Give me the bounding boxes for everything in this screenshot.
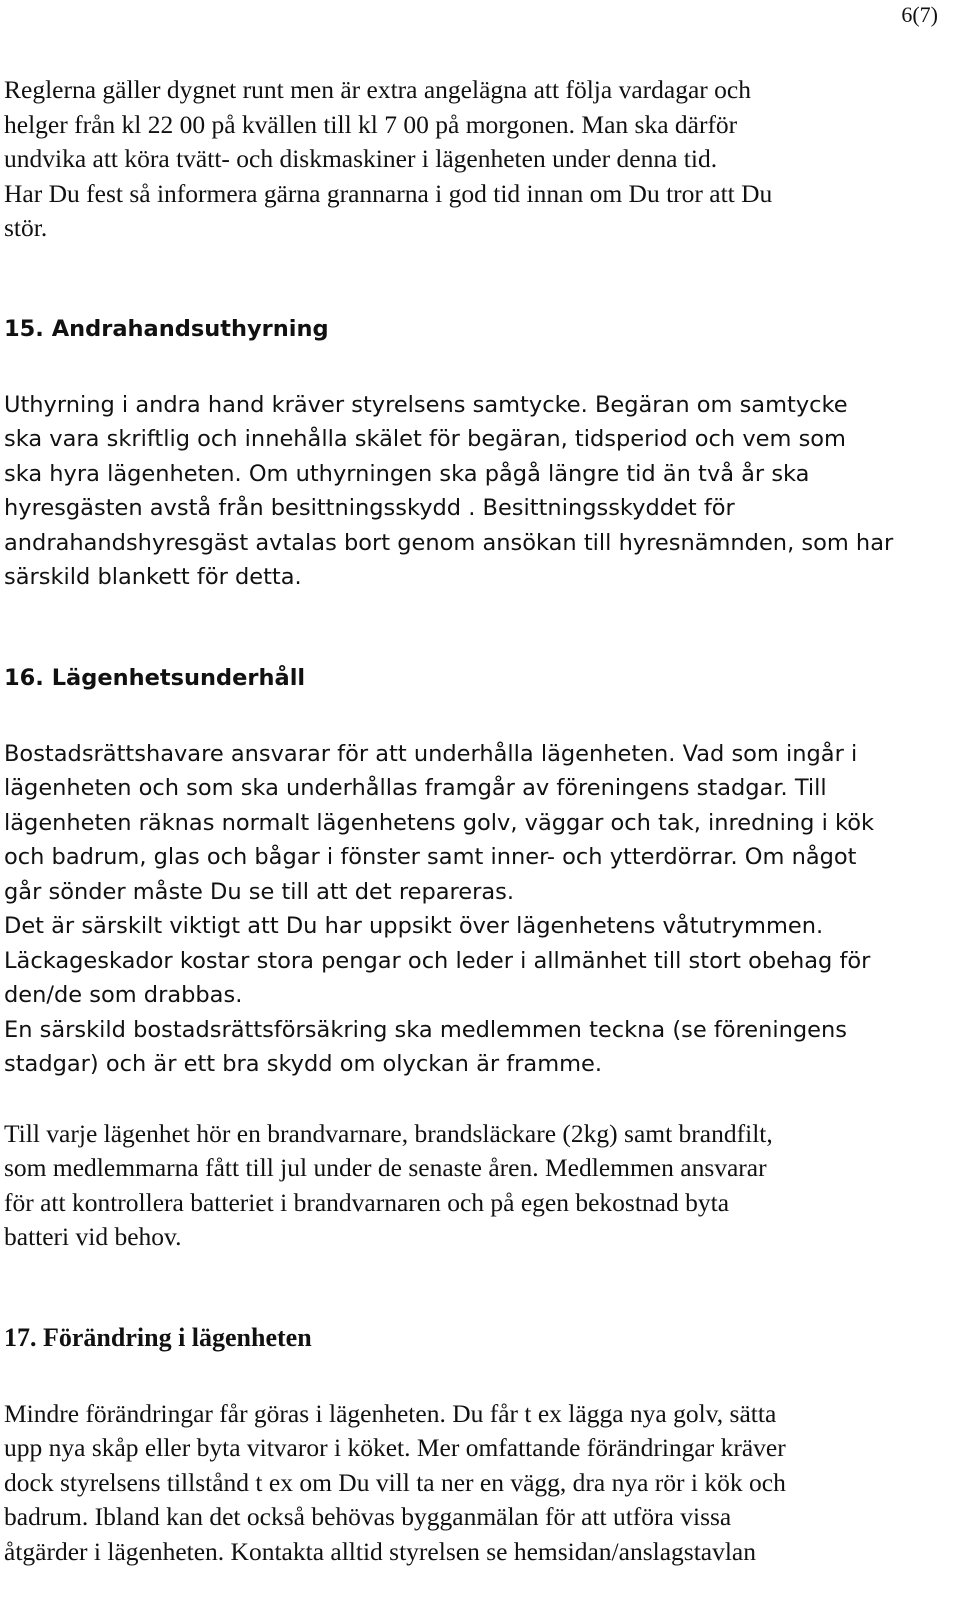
page-number: 6(7) (901, 2, 938, 27)
section-15-body: Uthyrning i andra hand kräver styrelsens samtycke. Begäran om samtycke ska vara skriftlig och innehålla skälet för begäran, tidsperiod och vem som ska hyra lägenheten. Om uthyrningen ska pågå längre tid än två år ska hyresgästen avstå från besittningsskydd . Besittningsskyddet för andrahandshyresgäst avtalas bort genom ansökan till hyresnämnden, som har särskild blankett för detta. (4, 391, 894, 590)
section-15-heading: 15. Andrahandsuthyrning (4, 315, 329, 342)
page-content (4, 73, 934, 1569)
section-17-body: Mindre förändringar får göras i lägenheten. Du får t ex lägga nya golv, sätta upp nya skåp eller byta vitvaror i köket. Mer omfattande förändringar kräver dock styrelsens tillstånd t ex om Du vill ta ner en vägg, dra nya rör i kök och badrum. Ibland kan det också behövas bygganmälan för att utföra vissa åtgärder i lägenheten. Kontakta alltid styrelsen se hemsidan/anslagstavlan (4, 1398, 786, 1566)
section-16-heading: 16. Lägenhetsunderhåll (4, 664, 306, 691)
section-17-heading: 17. Förändring i lägenheten (4, 1322, 312, 1352)
section-16-body: Bostadsrättshavare ansvarar för att underhålla lägenheten. Vad som ingår i lägenheten och som ska underhållas framgår av föreningens stadgar. Till lägenheten räknas normalt lägenhetens golv, väggar och tak, inredning i kök och badrum, glas och bågar i fönster samt inner- och ytterdörrar. Om något går sönder måste Du se till att det repareras. Det är särskilt viktigt att Du har uppsikt över lägenhetens våtutrymmen. Läckageskador kostar stora pengar och leder i allmänhet till stort obehag för den/de som drabbas. En särskild bostadsrättsförsäkring ska medlemmen teckna (se föreningens stadgar) och är ett bra skydd om olyckan är framme. (4, 740, 875, 1077)
fire-safety-paragraph: Till varje lägenhet hör en brandvarnare, brandsläckare (2kg) samt brandfilt, som medlemmarna fått till jul under de senaste åren. Medlemmen ansvarar för att kontrollera batteriet i brandvarnaren och på egen bekostnad byta batteri vid behov. (4, 1118, 773, 1251)
intro-paragraph: Reglerna gäller dygnet runt men är extra angelägna att följa vardagar och helger från kl 22 00 på kvällen till kl 7 00 på morgonen. Man ska därför undvika att köra tvätt- och diskmaskiner i lägenheten under denna tid. Har Du fest så informera gärna grannarna i god tid innan om Du tror att Du stör. (4, 75, 773, 242)
